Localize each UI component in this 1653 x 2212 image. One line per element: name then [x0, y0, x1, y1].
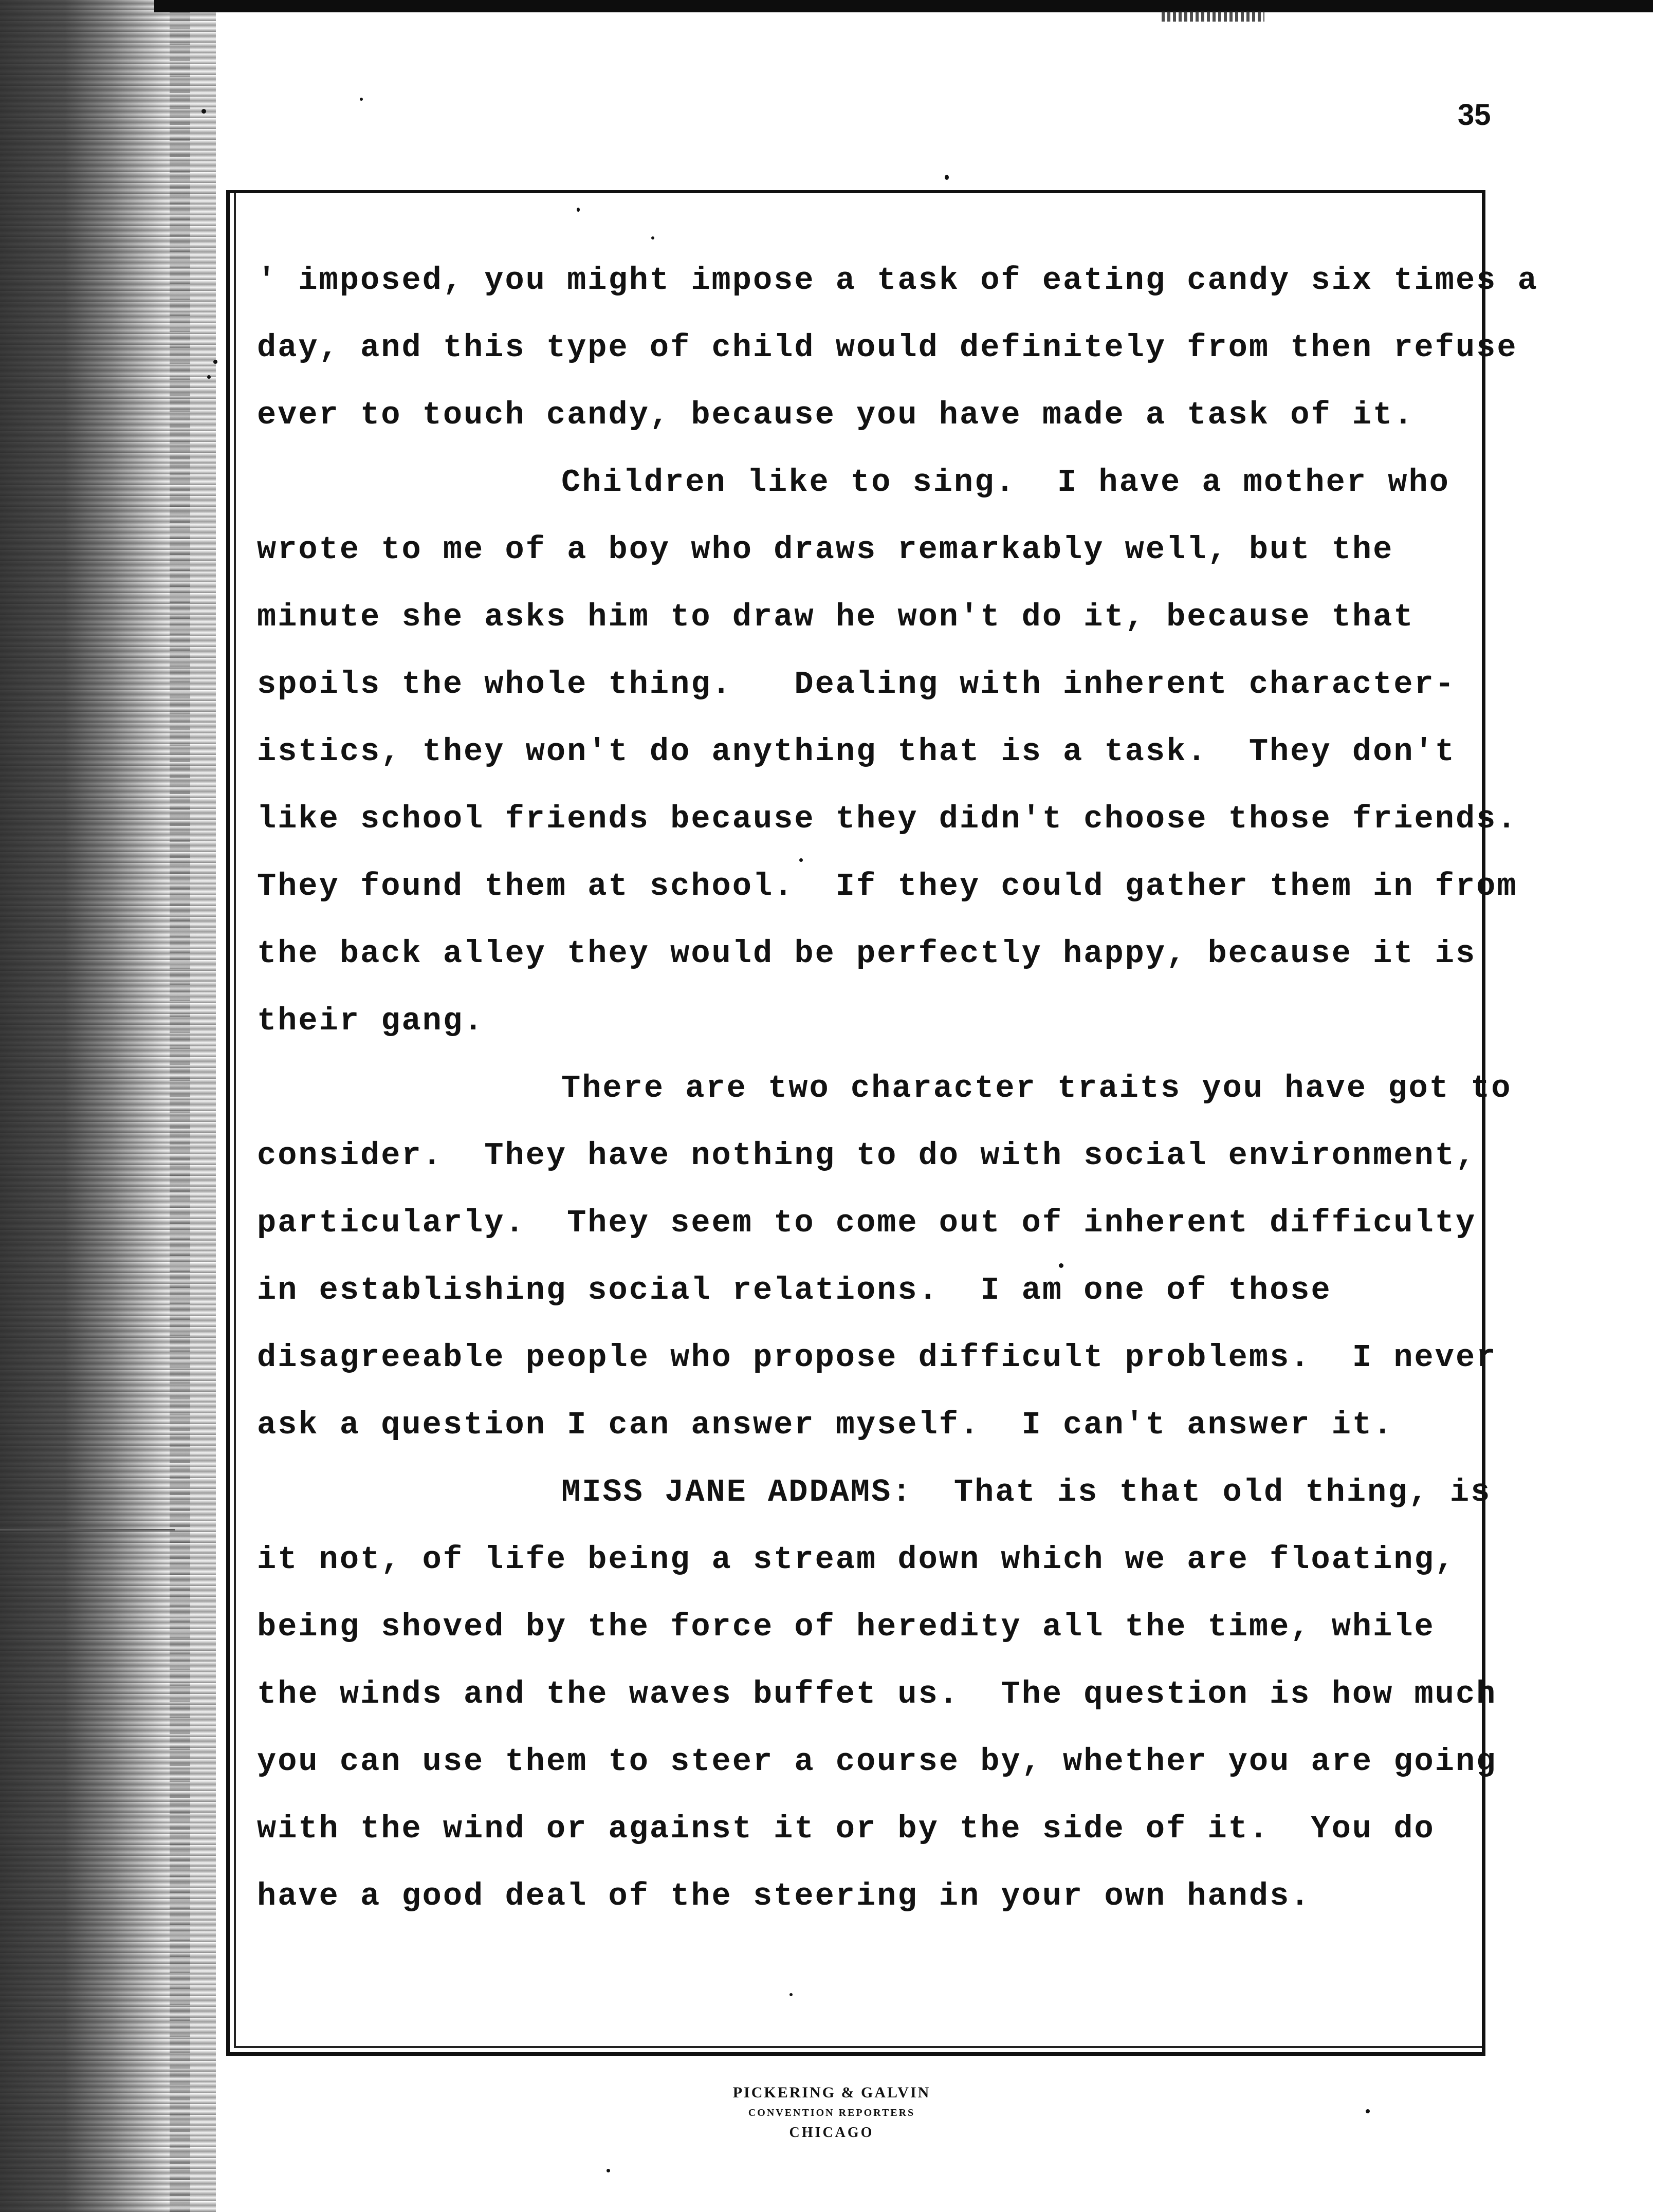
scan-fold-mark [0, 1529, 175, 1531]
speaker-line: MISS JANE ADDAMS: That is that old thing, is [561, 1474, 1492, 1510]
transcript-line: particularly. They seem to come out of inherent difficulty [257, 1205, 1477, 1241]
transcript-line: the back alley they would be perfectly happy, because it is [257, 935, 1477, 972]
paragraph-start-line: Children like to sing. I have a mother who [561, 464, 1450, 501]
scan-speck [607, 2169, 610, 2172]
transcript-line: their gang. [257, 1003, 485, 1039]
transcript-line: being shoved by the force of heredity all the time, while [257, 1609, 1435, 1645]
scan-speck [1366, 2109, 1370, 2113]
scan-top-edge [154, 0, 1653, 12]
footer-city: CHICAGO [789, 2125, 874, 2141]
scan-speck [201, 109, 206, 114]
scan-speck [207, 375, 211, 379]
transcript-line: ' imposed, you might impose a task of eating candy six times a [257, 262, 1538, 299]
transcript-text [257, 247, 1538, 1930]
transcript-line: it not, of life being a stream down which we are floating, [257, 1541, 1456, 1578]
scan-speck [213, 360, 217, 364]
scan-speck [360, 98, 363, 101]
transcript-line: minute she asks him to draw he won't do it, because that [257, 599, 1415, 635]
transcript-line: spoils the whole thing. Dealing with inherent character- [257, 666, 1456, 703]
transcript-line: day, and this type of child would definitely from then refuse [257, 329, 1518, 366]
transcript-line: have a good deal of the steering in your own hands. [257, 1878, 1311, 1914]
scan-smudge [1162, 11, 1264, 22]
transcript-line: wrote to me of a boy who draws remarkably well, but the [257, 531, 1394, 568]
transcript-line: consider. They have nothing to do with social environment, [257, 1137, 1477, 1174]
transcript-line: the winds and the waves buffet us. The question is how much [257, 1676, 1497, 1712]
transcript-line: disagreeable people who propose difficult problems. I never [257, 1339, 1497, 1376]
page-number: 35 [1458, 98, 1491, 132]
scan-binding-texture [170, 0, 190, 2212]
scan-speck [945, 175, 949, 180]
transcript-line: ask a question I can answer myself. I can't answer it. [257, 1407, 1394, 1443]
transcript-line: in establishing social relations. I am one of those [257, 1272, 1332, 1308]
reporter-footer [698, 2082, 965, 2143]
footer-firm-role: CONVENTION REPORTERS [748, 2107, 915, 2118]
transcript-line: you can use them to steer a course by, whether you are going [257, 1743, 1497, 1780]
transcript-line: They found them at school. If they could gather them in from [257, 868, 1518, 905]
paragraph-start-line: There are two character traits you have got to [561, 1070, 1512, 1107]
footer-firm-name: PICKERING & GALVIN [732, 2084, 931, 2101]
transcript-line: ever to touch candy, because you have made a task of it. [257, 397, 1415, 433]
transcript-line: like school friends because they didn't choose those friends. [257, 801, 1518, 837]
transcript-line: with the wind or against it or by the side of it. You do [257, 1811, 1435, 1847]
transcript-line: istics, they won't do anything that is a task. They don't [257, 733, 1456, 770]
